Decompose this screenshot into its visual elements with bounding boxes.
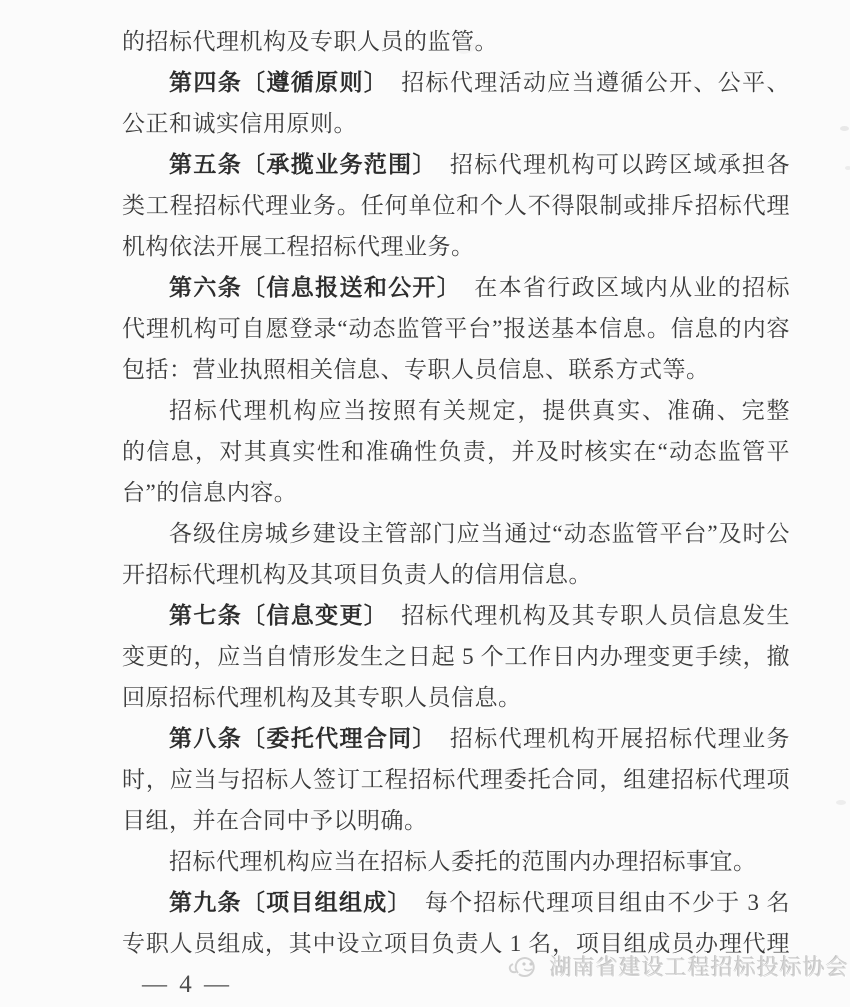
text-line: 第七条〔信息变更〕 招标代理机构及其专职人员信息发生 [169,603,791,628]
text-line: 代理机构可自愿登录“动态监管平台”报送基本信息。信息的内容 [122,316,790,341]
text-line: 类工程招标代理业务。任何单位和个人不得限制或排斥招标代理 [122,193,790,218]
scan-artifact [840,126,849,131]
scan-artifact [845,166,850,170]
text-line: 开招标代理机构及其项目负责人的信用信息。 [122,562,592,587]
text-line: 第八条〔委托代理合同〕 招标代理机构开展招标代理业务 [169,726,791,751]
text-line: 各级住房城乡建设主管部门应当通过“动态监管平台”及时公 [169,521,790,546]
text-line: 第六条〔信息报送和公开〕 在本省行政区域内从业的招标 [169,275,791,300]
text-line: 台”的信息内容。 [122,480,298,505]
text-line: 招标代理机构应当在招标人委托的范围内办理招标事宜。 [169,849,757,874]
article-number-heading: 第四条〔遵循原则〕 [169,70,389,95]
document-body [122,21,790,964]
article-number-heading: 第六条〔信息报送和公开〕 [169,275,462,300]
text-line: 回原招标代理机构及其专职人员信息。 [122,685,522,710]
text-line: 第九条〔项目组组成〕 每个招标代理项目组由不少于 3 名 [169,890,791,915]
watermark-text: 湖南省建设工程招标投标协会 [550,955,850,980]
scan-artifact [836,800,846,805]
article-number-heading: 第八条〔委托代理合同〕 [169,726,437,751]
text-line: 的信息，对其真实性和准确性负责，并及时核实在“动态监管平 [122,439,790,464]
text-line: 目组，并在合同中予以明确。 [122,808,428,833]
article-number-heading: 第九条〔项目组组成〕 [169,890,412,915]
text-line: 招标代理机构应当按照有关规定，提供真实、准确、完整 [169,398,790,423]
text-line: 机构依法开展工程招标代理业务。 [122,234,475,259]
text-line: 包括：营业执照相关信息、专职人员信息、联系方式等。 [122,357,710,382]
text-line: 公正和诚实信用原则。 [122,111,357,136]
text-line: 第四条〔遵循原则〕 招标代理活动应当遵循公开、公平、 [169,70,791,95]
text-line: 的招标代理机构及专职人员的监管。 [122,29,498,54]
article-number-heading: 第七条〔信息变更〕 [169,603,389,628]
text-line: 变更的，应当自情形发生之日起 5 个工作日内办理变更手续，撤 [122,644,790,669]
article-number-heading: 第五条〔承揽业务范围〕 [169,152,437,177]
text-line: 第五条〔承揽业务范围〕 招标代理机构可以跨区域承担各 [169,152,791,177]
page-number: — 4 — [142,971,232,998]
text-line: 时，应当与招标人签订工程招标代理委托合同，组建招标代理项 [122,767,790,792]
text-line: 专职人员组成，其中设立项目负责人 1 名，项目组成员办理代理 [122,931,790,956]
